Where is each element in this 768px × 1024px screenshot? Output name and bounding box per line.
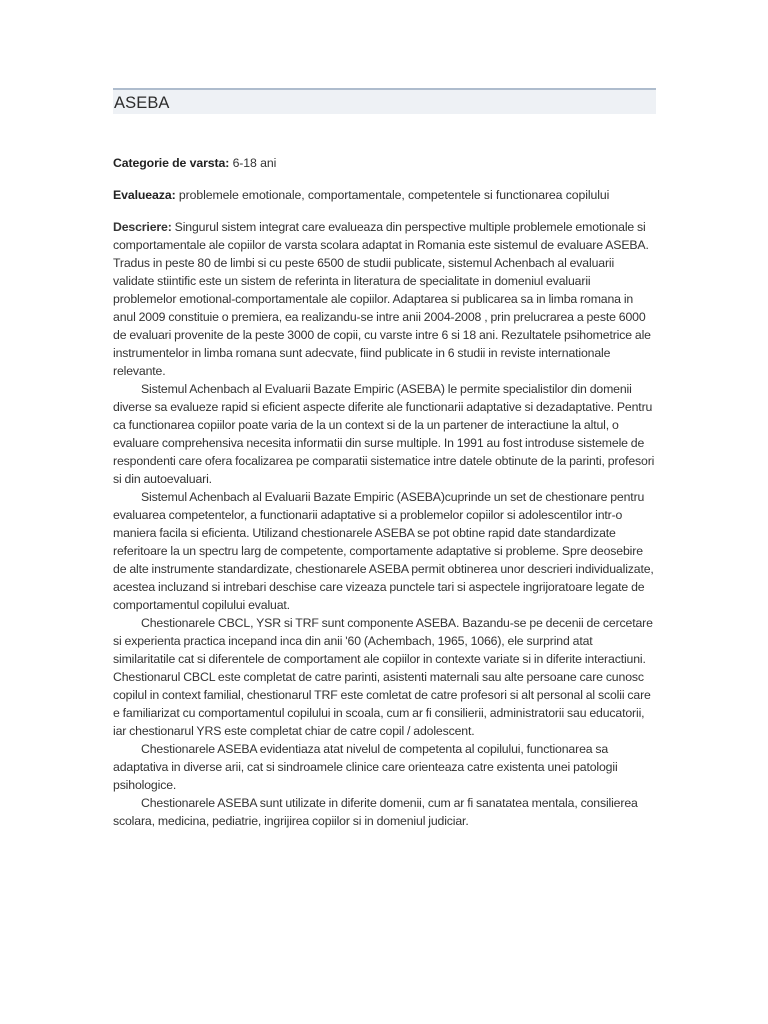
age-category-value: 6-18 ani	[232, 156, 277, 170]
description-first-text: Singurul sistem integrat care evalueaza din perspective multiple problemele emotionale si comportamentale ale copiilor de varsta scolara adaptat in Romania este sistemul de evaluare ASEBA. Tradus in peste 80 de limbi si cu peste 6500 de studii publicate, sistemul Achenbach al evaluarii validate stiintific este un sistem de referinta in literatura de specialitate in domeniul evaluarii problemelor emotional-comportamentale ale copiilor. Adaptarea si publicarea sa in limba romana in anul 2009 constituie o premiera, ea realizandu-se intre anii 2004-2008 , prin prelucrarea a peste 6000 de evaluari provenite de la peste 3000 de copii, cu varste intre 6 si 18 ani. Rezultatele psihometrice ale instrumentelor in limba romana sunt adecvate, fiind publicate in 6 studii in reviste internationale relevante.	[113, 220, 651, 378]
description-paragraph: Chestionarele ASEBA evidentiaza atat nivelul de competenta al copilului, functionarea sa adaptativa in diverse arii, cat si sindroamele clinice care orienteaza catre existenta unei patologii psihologice.	[113, 742, 618, 792]
description-paragraph: Sistemul Achenbach al Evaluarii Bazate Empiric (ASEBA)cuprinde un set de chestionare pentru evaluarea competentelor, a functionarii adaptative si a problemelor copiilor si adolescentilor intr-o maniera facila si eficienta. Utilizand chestionarele ASEBA se pot obtine rapid date standardizate referitoare la un spectru larg de competente, comportamente adaptative si probleme. Spre deosebire de alte instrumente standardizate, chestionarele ASEBA permit obtinerea unor descrieri individualizate, acestea incluzand si intrebari deschise care vizeaza punctele tari si aspectele ingrijoratoare legate de comportamentul copilului evaluat.	[113, 490, 654, 612]
description-paragraph: Sistemul Achenbach al Evaluarii Bazate Empiric (ASEBA) le permite specialistilor din domenii diverse sa evalueze rapid si eficient aspecte diferite ale functionarii adaptative si dezadaptative. Pentru ca functionarea copiilor poate varia de la un context si de la un partener de interactiune la altul, o evaluare comprehensiva necesita informatii din surse multiple. In 1991 au fost introduse sistemele de respondenti care ofera focalizarea pe comparatii sistematice intre datele obtinute de la parinti, profesori si din autoevaluari.	[113, 382, 655, 486]
title-bar	[113, 88, 656, 114]
evaluates-value: problemele emotionale, comportamentale, competentele si functionarea copilului	[178, 188, 610, 202]
evaluates-line	[113, 186, 656, 204]
description-paragraph: Chestionarele ASEBA sunt utilizate in diferite domenii, cum ar fi sanatatea mentala, consilierea scolara, medicina, pediatrie, ingrijirea copiilor si in domeniul judiciar.	[113, 796, 638, 828]
description-first-paragraph	[113, 218, 656, 380]
description-label: Descriere:	[113, 220, 172, 234]
age-category-label: Categorie de varsta:	[113, 156, 230, 170]
description-section	[113, 218, 656, 830]
page-title: ASEBA	[114, 94, 170, 112]
age-category-line	[113, 154, 656, 172]
description-paragraph: Chestionarele CBCL, YSR si TRF sunt componente ASEBA. Bazandu-se pe decenii de cercetare si experienta practica incepand inca din anii '60 (Achembach, 1965, 1066), ele surprind atat similaritatile cat si diferentele de comportament ale copiilor in contexte variate si in diferite interactiuni. Chestionarul CBCL este completat de catre parinti, asistenti maternali sau alte persoane care cunosc copilul in context familial, chestionarul TRF este comletat de catre profesori si alt personal al scolii care e familiarizat cu comportamentul copilului in scoala, cum ar fi consilierii, administratorii sau educatorii, iar chestionarul YRS este completat chiar de catre copil / adolescent.	[113, 616, 653, 738]
evaluates-label: Evalueaza:	[113, 188, 176, 202]
document-page	[113, 88, 656, 830]
